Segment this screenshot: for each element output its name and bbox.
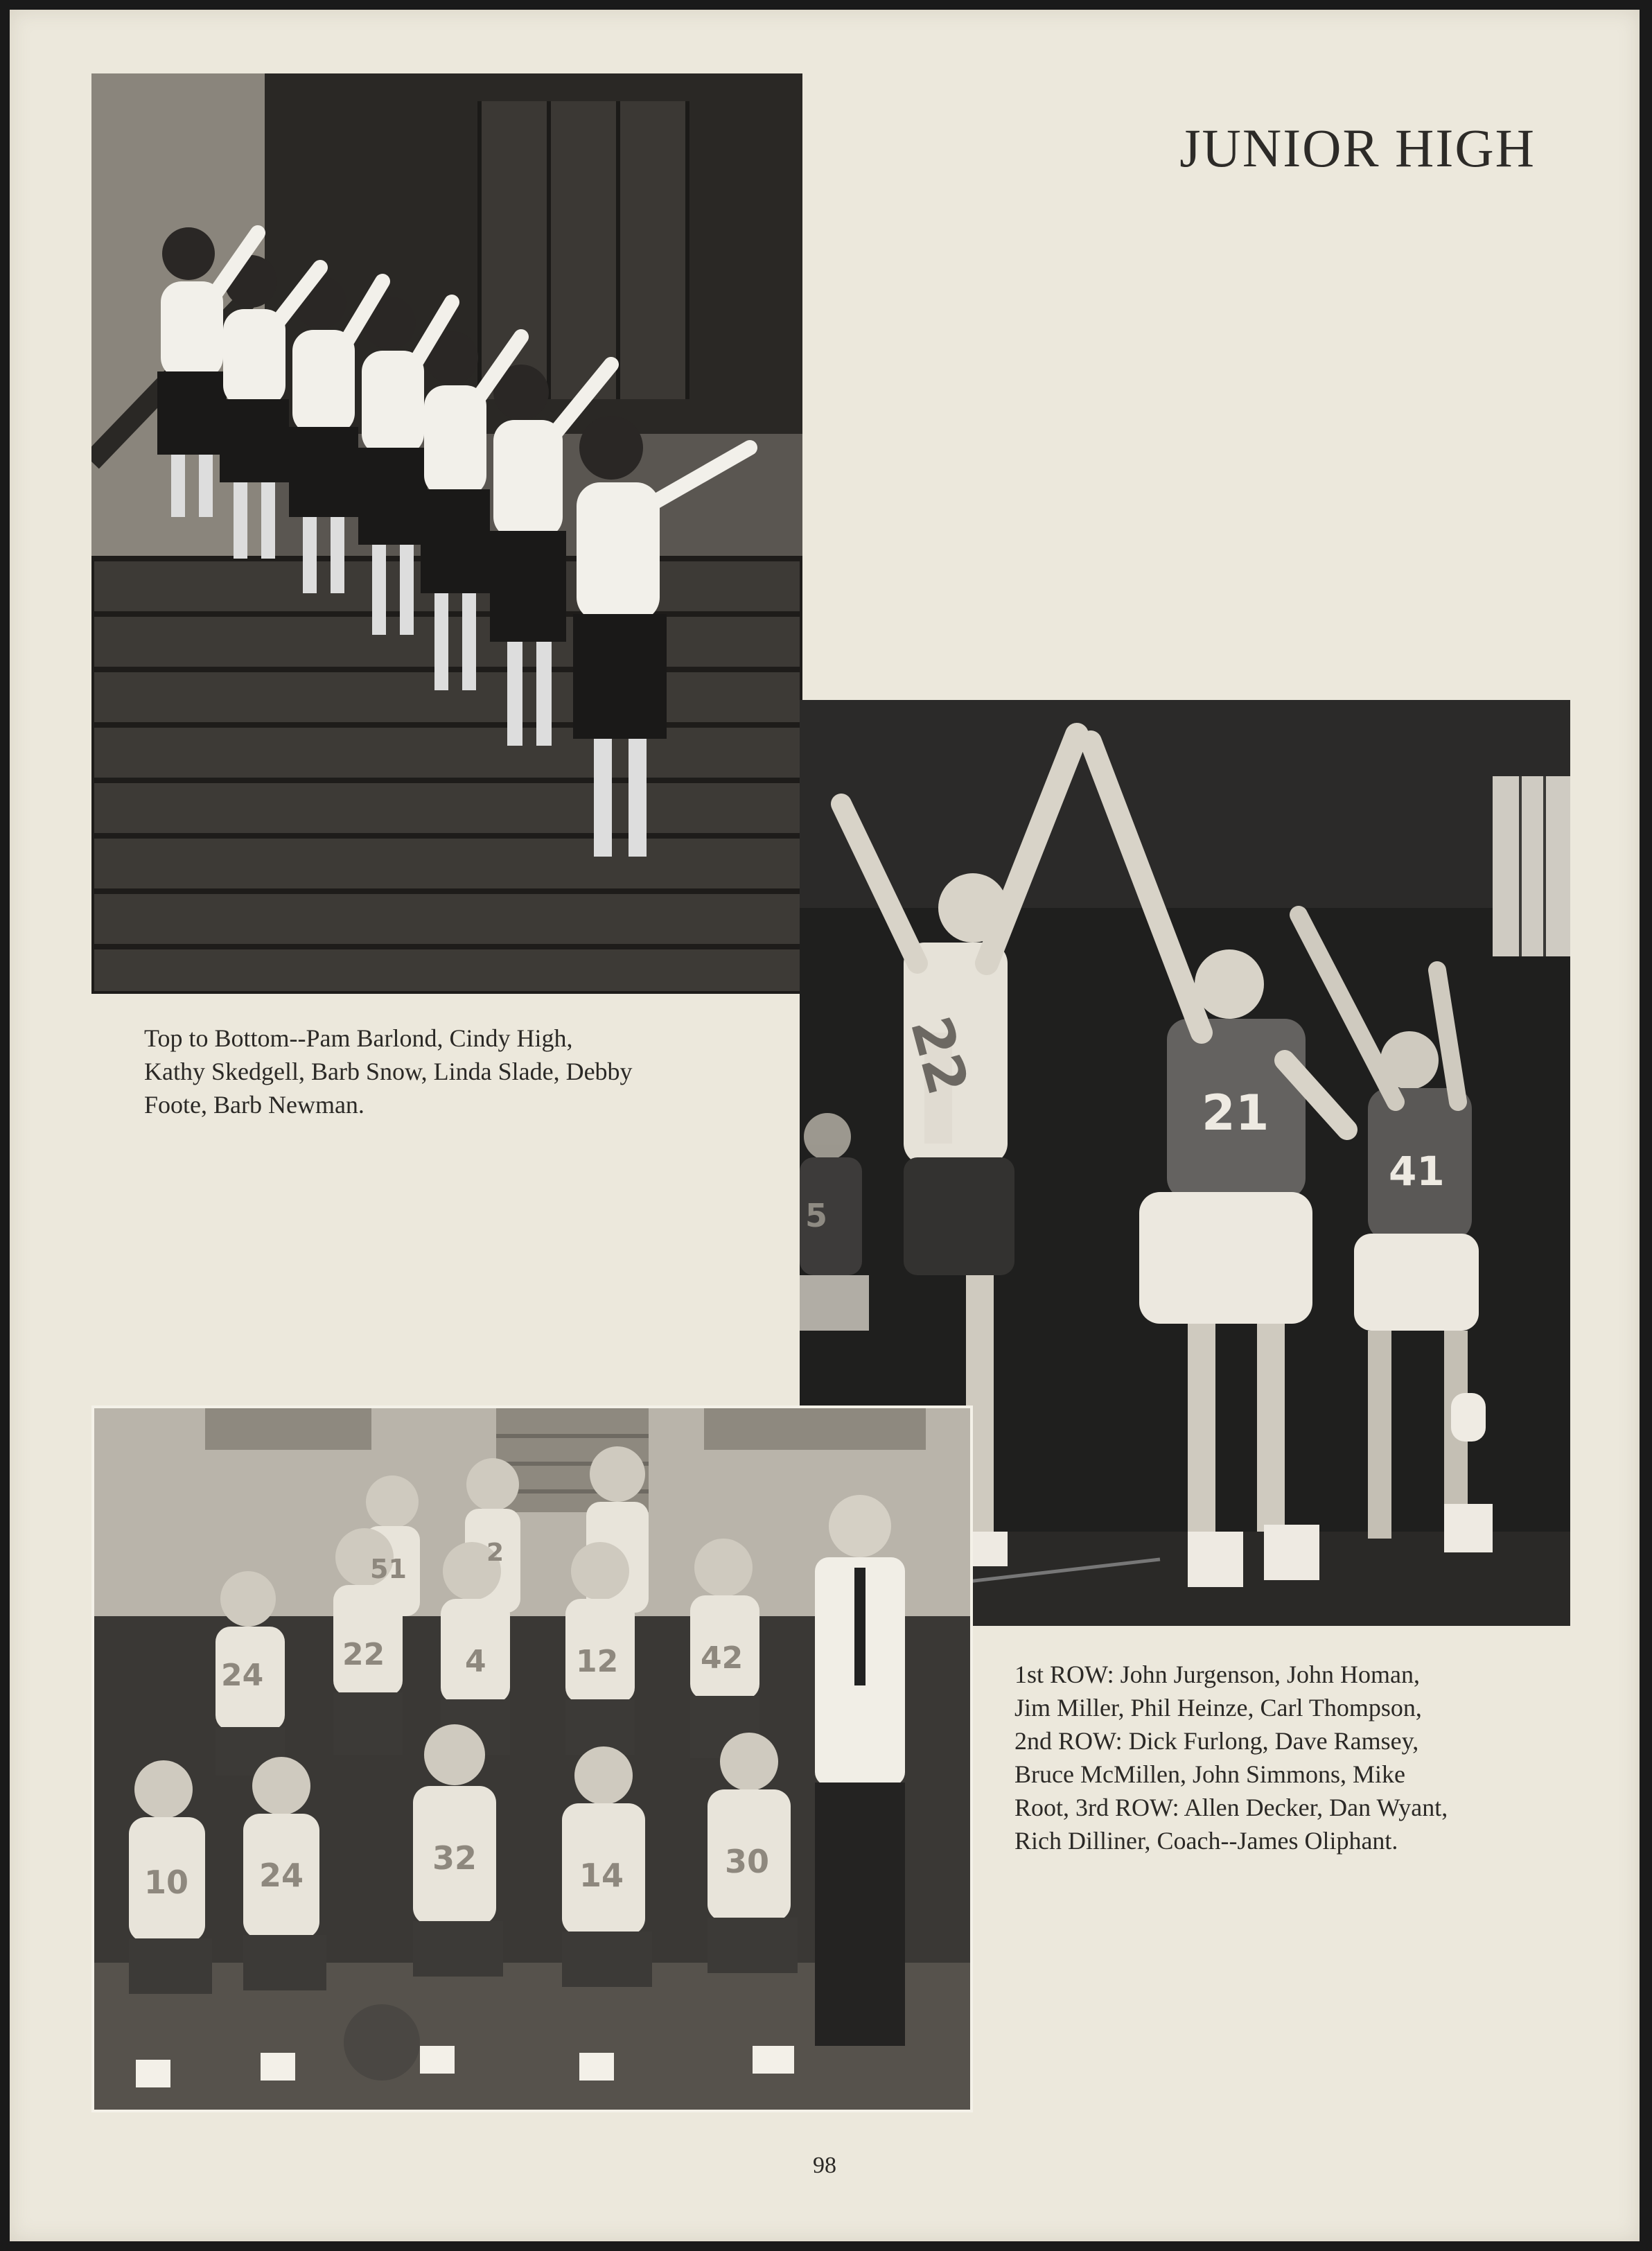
cheerleaders-photo [91,73,802,994]
jersey-number: 22 [897,1010,981,1101]
jersey-number: 21 [1202,1085,1269,1141]
basketball-team-photo [91,1405,973,2112]
yearbook-page [10,10,1640,2241]
jersey-number: 42 [701,1640,744,1676]
page-title: JUNIOR HIGH [1179,118,1536,178]
jersey-number: 12 [576,1644,619,1679]
caption-line: Jim Miller, Phil Heinze, Carl Thompson, [1014,1694,1422,1722]
caption-line: Bruce McMillen, John Simmons, Mike [1014,1760,1405,1788]
jersey-number: 30 [725,1843,770,1880]
caption-line: Kathy Skedgell, Barb Snow, Linda Slade, Debby [144,1058,633,1085]
jersey-number: 5 [805,1197,828,1234]
basketball-team-portrait-photo [94,1408,970,2110]
jersey-number: 22 [342,1637,385,1672]
cheerleaders-on-stairs-photo [91,73,802,994]
jersey-number: 10 [144,1864,189,1901]
caption-line: Root, 3rd ROW: Allen Decker, Dan Wyant, [1014,1794,1448,1821]
jersey-number: 14 [579,1857,624,1894]
jersey-number: 32 [432,1839,477,1877]
jersey-number: 4 [465,1644,486,1679]
cheerleaders-caption [144,1022,768,1121]
team-roster-caption [1014,1658,1610,1857]
jersey-number: 41 [1389,1148,1445,1195]
caption-line: Top to Bottom--Pam Barlond, Cindy High, [144,1024,573,1052]
caption-line: Rich Dilliner, Coach--James Oliphant. [1014,1827,1398,1855]
jersey-number: 24 [259,1857,304,1894]
jersey-number: 51 [370,1554,407,1584]
caption-line: 1st ROW: John Jurgenson, John Homan, [1014,1661,1420,1688]
caption-line: 2nd ROW: Dick Furlong, Dave Ramsey, [1014,1727,1419,1755]
caption-line: Foote, Barb Newman. [144,1091,364,1119]
page-number: 98 [813,2153,836,2178]
jersey-number: 24 [221,1658,264,1693]
jersey-number: 2 [486,1539,504,1567]
